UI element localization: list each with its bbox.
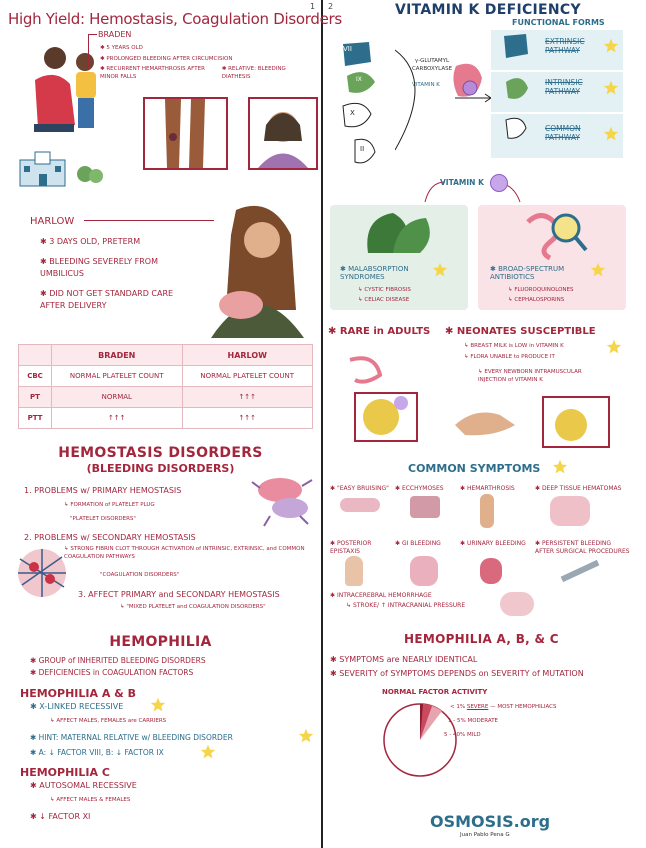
- left-page-title: High Yield: Hemostasis, Coagulation Disorders: [8, 10, 342, 28]
- factor-x: X: [350, 109, 355, 117]
- harlow-name: HARLOW: [30, 216, 75, 227]
- fibrin-clot: ↳ STRONG FIBRIN CLOT THROUGH ACTIVATION of INTRINSIC, EXTRINSIC, and COMMON COAGULATION PATHWAYS: [64, 546, 305, 560]
- high-yield-star-icon: [552, 459, 568, 475]
- page-divider: [321, 0, 323, 848]
- symptom-gi-bleeding: ✱ GI BLEEDING: [395, 540, 441, 547]
- harlow-facts: [40, 236, 190, 312]
- bruising-icon: [340, 498, 380, 512]
- symptom-post-surgical: ✱ PERSISTENT BLEEDING AFTER SURGICAL PROCEDURES: [535, 540, 630, 555]
- hemostasis-subtitle: (BLEEDING DISORDERS): [86, 462, 235, 475]
- row-label-ptt: PTT: [19, 408, 52, 429]
- kidney-icon: [480, 558, 502, 584]
- tree-icon: [75, 165, 105, 187]
- hemophilia-abc-title: HEMOPHILIA A, B, & C: [404, 632, 559, 646]
- cell-braden-cbc: NORMAL PLATELET COUNT: [52, 366, 183, 387]
- leafy-greens-icon: [358, 208, 438, 258]
- flora-unable: ↳ FLORA UNABLE to PRODUCE IT: [464, 354, 555, 360]
- braden-facts: [100, 45, 310, 81]
- antibiotics-title: ✱ BROAD-SPECTRUM ANTIBIOTICS: [490, 265, 565, 281]
- malabsorption-title: ✱ MALABSORPTION SYNDROMES: [340, 265, 409, 281]
- vitamin-k-arrows: [395, 172, 545, 204]
- cell-harlow-cbc: NORMAL PLATELET COUNT: [182, 366, 313, 387]
- high-yield-star-icon: [606, 339, 622, 355]
- symptom-intracerebral: ✱ INTRACEREBRAL HEMORRHAGE: [330, 592, 432, 599]
- carriers-note: ↳ AFFECT MALES, FEMALES are CARRIERS: [50, 718, 167, 724]
- cell-braden-ptt: ↑↑↑: [52, 408, 183, 429]
- cell-harlow-pt: ↑↑↑: [182, 387, 313, 408]
- coagulation-disorders: "COAGULATION DISORDERS": [100, 572, 180, 578]
- severity-mild: 5 - 40% MILD: [444, 732, 481, 738]
- symptom-easy-bruising: ✱ "EASY BRUISING": [330, 485, 389, 492]
- breast-milk-low: ↳ BREAST MILK is LOW in VITAMIN K: [464, 343, 564, 349]
- primary-hemostasis: 1. PROBLEMS w/ PRIMARY HEMOSTASIS: [24, 486, 182, 495]
- row-label-cbc: CBC: [19, 366, 52, 387]
- braden-fact-age: ✱ 5 YEARS OLD: [100, 45, 143, 51]
- platelet-disorders: "PLATELET DISORDERS": [70, 516, 136, 522]
- symptom-ecchymoses: ✱ ECCHYMOSES: [395, 485, 444, 492]
- functional-forms-label: FUNCTIONAL FORMS: [512, 18, 605, 27]
- hemophilia-ab-title: HEMOPHILIA A & B: [20, 687, 136, 700]
- brain-icon: [500, 592, 534, 616]
- row-label-pt: PT: [19, 387, 52, 408]
- table-corner: [19, 345, 52, 366]
- cephalosporins: ↳ CEPHALOSPORINS: [508, 297, 565, 303]
- fluoroquinolones: ↳ FLUOROQUINOLONES: [508, 287, 574, 293]
- extrinsic-pathway-label: EXTRINSIC PATHWAY: [545, 37, 585, 55]
- high-yield-star-icon: [200, 744, 216, 760]
- gamma-glutamyl-carboxylase: γ-GLUTAMYL CARBOXYLASE: [411, 58, 453, 72]
- factor-ii: II: [360, 145, 365, 153]
- cell-braden-pt: NORMAL: [52, 387, 183, 408]
- case-comparison-table: [18, 344, 313, 429]
- osmosis-logo[interactable]: OSMOSIS.org: [430, 812, 551, 831]
- table-header-braden: BRADEN: [52, 345, 183, 366]
- intrinsic-pathway-label: INTRINSIC PATHWAY: [545, 78, 583, 96]
- factor-deficiency-ab: ✱ A: ↓ FACTOR VIII, B: ↓ FACTOR IX: [30, 748, 164, 757]
- secondary-hemostasis: 2. PROBLEMS w/ SECONDARY HEMOSTASIS: [24, 533, 196, 542]
- factor-vii: VII: [343, 45, 352, 53]
- males-females: ↳ AFFECT MALES & FEMALES: [50, 797, 131, 803]
- braden-connector: [88, 34, 97, 70]
- x-linked: ✱ X-LINKED RECESSIVE: [30, 702, 124, 711]
- celiac-disease: ↳ CELIAC DISEASE: [358, 297, 410, 303]
- maternal-hint: ✱ HINT: MATERNAL RELATIVE w/ BLEEDING DISORDER: [30, 733, 233, 742]
- vitamin-k-icon: [490, 174, 508, 192]
- hemophilia-title: HEMOPHILIA: [109, 634, 212, 650]
- normal-factor-activity: NORMAL FACTOR ACTIVITY: [382, 688, 488, 696]
- mixed-hemostasis: 3. AFFECT PRIMARY and SECONDARY HEMOSTASIS: [78, 590, 280, 599]
- newborn-injection-illustration: [455, 395, 615, 450]
- hemarthrosis-icon: [480, 494, 494, 528]
- symptom-epistaxis: ✱ POSTERIOR EPISTAXIS: [330, 540, 372, 555]
- symptom-urinary-bleeding: ✱ URINARY BLEEDING: [460, 540, 526, 547]
- autosomal-recessive: ✱ AUTOSOMAL RECESSIVE: [30, 781, 137, 790]
- symptoms-identical: ✱ SYMPTOMS are NEARLY IDENTICAL: [330, 655, 478, 664]
- harlow-connector: [84, 220, 214, 221]
- cystic-fibrosis: ↳ CYSTIC FIBROSIS: [358, 287, 411, 293]
- adult-intestine-illustration: [335, 355, 435, 445]
- hemophilia-group: ✱ GROUP of INHERITED BLEEDING DISORDERS: [30, 656, 206, 665]
- page-number-right: 2: [328, 2, 334, 11]
- table-row: [19, 408, 313, 429]
- factor-activity-pie: [380, 700, 460, 780]
- vitamin-k-label: VITAMIN K: [440, 178, 484, 187]
- ecchymoses-icon: [410, 496, 440, 518]
- scalpel-icon: [561, 560, 600, 582]
- hemostasis-title: HEMOSTASIS DISORDERS: [58, 445, 263, 461]
- harlow-mother-illustration: [196, 200, 311, 338]
- intestine-icon: [410, 556, 438, 586]
- high-yield-star-icon: [590, 262, 606, 278]
- high-yield-star-icon: [603, 126, 619, 142]
- common-symptoms-title: COMMON SYMPTOMS: [408, 462, 541, 475]
- vitamin-k-title: VITAMIN K DEFICIENCY: [395, 2, 581, 18]
- harlow-fact-umbilicus: ✱ BLEEDING SEVERELY FROM UMBILICUS: [40, 257, 159, 278]
- intestine-magnifier-icon: [520, 210, 590, 260]
- braden-fact-circumcision: ✱ PROLONGED BLEEDING AFTER CIRCUMCISION: [100, 55, 233, 62]
- stroke-icp: ↳ STROKE/ ↑ INTRACRANIAL PRESSURE: [346, 602, 466, 609]
- platelet-plug: ↳ FORMATION of PLATELET PLUG: [64, 502, 155, 508]
- severity-depends: ✱ SEVERITY of SYMPTOMS DEPENDS on SEVERITY of MUTATION: [330, 669, 584, 678]
- fibrin-clot-illustration: [14, 545, 70, 601]
- harlow-fact-age: ✱ 3 DAYS OLD, PRETERM: [40, 237, 141, 246]
- braden-fact-relative: ✱ RELATIVE: BLEEDING DIATHESIS: [221, 66, 286, 80]
- symptom-deep-hematomas: ✱ DEEP TISSUE HEMATOMAS: [535, 485, 622, 492]
- high-yield-star-icon: [603, 38, 619, 54]
- newborn-injection: ↳ EVERY NEWBORN INTRAMUSCULAR INJECTION of VITAMIN K: [478, 369, 582, 383]
- hospital-icon: [15, 150, 70, 188]
- vitamin-k-cofactor: VITAMIN K: [412, 82, 440, 88]
- hematoma-icon: [550, 496, 590, 526]
- high-yield-star-icon: [603, 80, 619, 96]
- harlow-fact-care: ✱ DID NOT GET STANDARD CARE AFTER DELIVERY: [40, 289, 174, 310]
- neonates-susceptible: ✱ NEONATES SUSCEPTIBLE: [445, 326, 596, 337]
- platelet-illustration: [250, 468, 315, 528]
- knee-illustration: [143, 97, 228, 170]
- table-row: [19, 387, 313, 408]
- hemophilia-deficiencies: ✱ DEFICIENCIES in COAGULATION FACTORS: [30, 668, 194, 677]
- activated-factors-illustration: [500, 34, 530, 154]
- factor-xi: ✱ ↓ FACTOR XI: [30, 812, 91, 821]
- nose-icon: [345, 556, 363, 586]
- braden-name: BRADEN: [98, 30, 132, 39]
- mixed-disorders: ↳ "MIXED PLATELET and COAGULATION DISORDERS": [120, 604, 266, 610]
- hemophilia-c-title: HEMOPHILIA C: [20, 766, 110, 779]
- severity-severe: < 1% SEVERE — MOST HEMOPHILIACS: [450, 704, 557, 710]
- symptom-hemarthrosis: ✱ HEMARTHROSIS: [460, 485, 515, 492]
- factor-ix: IX: [356, 76, 362, 83]
- cell-harlow-ptt: ↑↑↑: [182, 408, 313, 429]
- rare-in-adults: ✱ RARE in ADULTS: [328, 326, 431, 337]
- page-number-left: 1: [310, 2, 316, 11]
- author-signature: Juan Pablo Pena G: [460, 832, 510, 838]
- high-yield-star-icon: [298, 728, 314, 744]
- high-yield-star-icon: [432, 262, 448, 278]
- relative-illustration: [248, 97, 318, 170]
- table-header-harlow: HARLOW: [182, 345, 313, 366]
- carboxylation-arrows: [395, 40, 495, 160]
- common-pathway-label: COMMON PATHWAY: [545, 124, 581, 142]
- table-row: [19, 366, 313, 387]
- braden-fact-hemarthrosis: ✱ RECURRENT HEMARTHROSIS AFTER MINOR FALLS: [100, 66, 205, 80]
- high-yield-star-icon: [150, 697, 166, 713]
- severity-moderate: 1 - 5% MODERATE: [448, 718, 499, 724]
